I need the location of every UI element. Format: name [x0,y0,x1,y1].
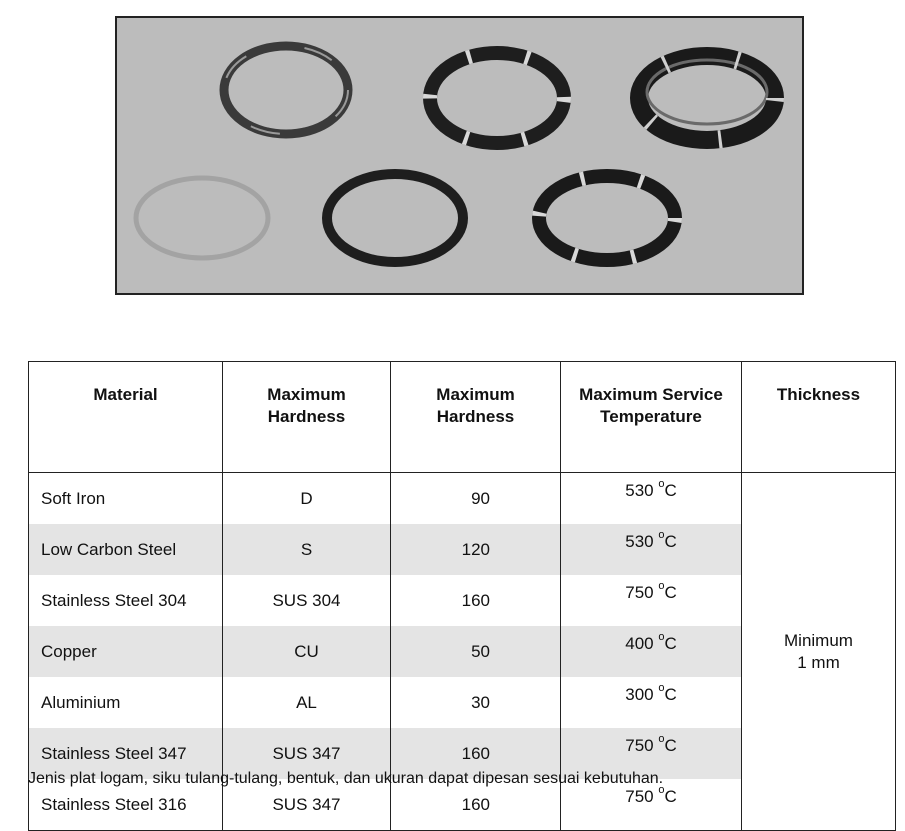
temperature-cell: 750 $^o$C [561,575,742,626]
material-cell: Soft Iron [41,488,106,508]
hardness-cell: 90 [391,473,561,525]
material-cell: Stainless Steel 347 [29,728,223,779]
code-cell: CU [223,626,391,677]
code-cell: D [223,473,391,525]
header-service-temperature: Maximum Service Temperature [561,362,742,473]
header-hardness-value: Maximum Hardness [391,362,561,473]
code-cell: SUS 347 [223,728,391,779]
material-cell: Stainless Steel 316 [41,794,187,814]
thickness-cell: Minimum 1 mm [742,473,896,831]
gasket-rings-photo [115,16,804,295]
material-cell: Aluminium [41,692,121,712]
hardness-cell: 30 [391,677,561,728]
hardness-cell: 50 [391,626,561,677]
header-thickness: Thickness [742,362,896,473]
temperature-cell: 530 $^o$C [561,473,742,525]
temperature-cell: 300 $^o$C [561,677,742,728]
hardness-cell: 160 [391,728,561,779]
hardness-cell: 160 [391,575,561,626]
hardness-cell: 160 [391,779,561,831]
code-cell: SUS 347 [223,779,391,831]
material-cell: Copper [29,626,223,677]
temperature-cell: 750 $^o$C [561,779,742,831]
code-cell: SUS 304 [223,575,391,626]
material-spec-table [28,361,896,831]
rings-illustration [117,18,802,293]
temperature-cell: 530 $^o$C [561,524,742,575]
material-cell: Stainless Steel 304 [41,590,187,610]
temperature-cell: 750 $^o$C [561,728,742,779]
hardness-cell: 120 [391,524,561,575]
table-row [29,473,896,525]
header-code-hardness: Maximum Hardness [223,362,391,473]
header-material: Material [29,362,223,473]
code-cell: AL [223,677,391,728]
header-row [29,362,896,473]
code-cell: S [223,524,391,575]
caption-text: Jenis plat logam, siku tulang-tulang, bentuk, dan ukuran dapat dipesan sesuai kebutuhan. [28,770,664,787]
material-cell: Low Carbon Steel [29,524,223,575]
temperature-cell: 400 $^o$C [561,626,742,677]
